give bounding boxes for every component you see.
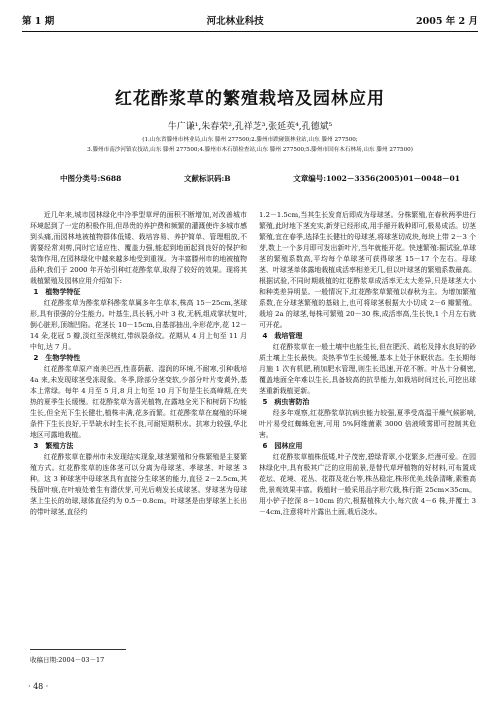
article-title: 红花酢浆草的繁殖栽培及园林应用 — [115, 89, 385, 109]
header-rule — [22, 31, 478, 32]
section-heading-botany: 1 植物学特征 — [33, 288, 81, 296]
running-header — [22, 10, 478, 30]
section-text-biology: 红花酢浆草原产南美巴西,性喜荫蔽、湿润的环境,不耐寒,引种栽培 4a 来,未发现球茎受冻现象。冬季,除部分茎变软,少部分叶片变黄外,基本上常绿。每年 4 月至 5 月,8 月上旬至 10 月下旬是生长高峰期,在夹热的夏季生长缓慢。红花酢浆草为喜光植物,在露地全光下和树荫下均能生长,但全光下生长健壮,植株丰满,花多而繁。红花酢浆草在腐殖的环境条件下生长良好,干旱缺水时生长不良,可耐短期积水。抗寒力较强,华北地区可露地栽植。 — [30, 365, 247, 439]
section-text-landscape: 红花酢浆草植株低矮,叶子茂密,碧绿青翠,小花繁多,烂漫可爱。在园林绿化中,具有极其广泛的应用前景,是替代草坪植物的好材料,可布置成花坛、花境、花丛、花群及花台等,株丛稳定,株形优美,线条清晰,素雅高贵,景观效果丰富。栽植时一般采用品字形穴栽,株行距 25cm×35cm。用小铲子挖深 8－10cm 的穴,根据植株大小,每穴放 4－6 株,并覆土 3－4cm,注意将叶片露出土面,栽后浇水。 — [259, 453, 476, 516]
section-text-pest-control: 经多年观察,红花酢浆草抗病虫能力较强,夏季受高温干燥气候影响,叶片易受红蜘蛛危害,可用 5%阿维菌素 3000 倍液喷雾即可控制其危害。 — [259, 409, 476, 439]
section-text-cultivation: 红花酢浆草在一般土壤中也能生长,但在肥沃、疏松及排水良好的砂质土壤上生长最快。炎热季节生长缓慢,基本上处于休眠状态。生长期每月施 1 次有机肥,稍加肥水管理,则生长迅速,开花不断。叶丛十分稠密,覆盖地面全年难以生长,具备较高的抗旱能力,如栽培时间过长,可挖出球茎重新栽植更新。 — [259, 343, 476, 395]
document-code: 文献标识码:B — [183, 174, 231, 183]
author-list: 牛广谦¹,朱春荣²,孔祥芝³,张延英⁴,孔德斌⁵ — [167, 122, 333, 132]
section-text-propagation-cont: 1.2－1.5cm,当其生长发育后即成为母球茎。分株繁殖,在春秋两季进行繁殖,此时地下茎充实,新芽已经形成,用手掰开栽种即可,极易成活。切茎繁殖,宜在春季,选择生长健壮的母球茎,将球茎切成块,每块上带 2－3 个芽,数上一个多月即可发出新叶片,当年就能开花。快速繁殖:掘试验,单球茎的繁殖系数高,平均每个单球茎可获得球茎 15－17 个左右。母球茎、叶球茎单体露地栽植成活率相差无几,但以叶球茎的繁殖系数最高。根据试验,不同时期栽植的红花酢浆草成活率无太大差异,只是球茎大小和种类差异明显。一般情况下,红花酢浆草繁殖以春秋为主。为增加繁殖系数,在分球茎繁殖的基础上,也可将球茎根据大小切成 2－6 瓣繁殖。栽培 2a 的球茎,每株可繁殖 20－30 株,成活率高,生长快,1 个月左右就可开花。 — [259, 211, 476, 329]
section-text-propagation: 红花酢浆草在滕州市未发现结实现象,球茎繁殖和分株繁殖是主要繁殖方式。红花酢浆草的连体茎可以分离为母球茎、孝球茎、叶球茎 3 种。这 3 种球茎中母球茎具有直接分生球茎的能力,直径 2－2.5cm,其残留叶痕,在叶痕处着生有潜伏芽,可光后萌发长成球茎。芽球茎为母球茎上生长的幼球,球体直径约为 0.5－0.8cm。叶球茎是由芽球茎上长出的带叶球茎,直径约 — [30, 453, 247, 516]
affiliation-line-2: 3.滕州市南沙河镇农技站,山东 滕州 277500;4.滕州市木石镇检查站,山东 滕州 277500;5.滕州市国有木石林场,山东 滕州 277500) — [87, 147, 413, 153]
page-number: · 48 · — [28, 682, 49, 691]
intro-paragraph: 近几年来,城市园林绿化中冷季型草坪的面积不断增加,对改善城市环境起到了一定的积极作用,但昂贵的养护费和频繁的灌溉使许多城市感到头痛,而园林地被植物群体低矮、栽培容易、养护简单、管理粗放,不需要经常刈剪,同时它适应性、覆盖力强,能起到地面起到良好的保护和装饰作用,在园林绿化中越来越多地受到重视。为丰富滕州市的地被植物品种,我们于 2000 年开始引种红花酢浆草,取得了较好的效果。现将其栽植繁殖及园林应用介绍如下: — [30, 211, 247, 285]
section-heading-biology: 2 生物学特性 — [33, 354, 81, 362]
right-column — [259, 210, 476, 518]
clc-number: 中图分类号:S688 — [60, 174, 122, 183]
left-column — [30, 210, 247, 518]
section-text-botany: 红花酢浆草为酢浆草科酢浆草属多年生草本,株高 15－25cm,茎球形,具有很强的分生能力。叶基生,具长柄,小叶 3 枚,无柄,组成掌状复叶,倒心脏形,顶端凹陷。花茎长 10－15cm,自基部抽出,伞形花序,花 12－14 朵,花冠 5 瓣,淡红至深桃红,带纵裂条纹。花期从 4 月上旬至 11 月中旬,达 7 月。 — [30, 299, 247, 351]
article-number: 文章编号:1002－3356(2005)01－0048－01 — [293, 174, 460, 183]
received-date-footnote: 收稿日期:2004－03－17 — [30, 656, 105, 664]
section-heading-pest-control: 5 病虫害防治 — [262, 398, 310, 406]
section-heading-propagation: 3 繁殖方法 — [33, 442, 74, 450]
issue-number: 第 1 期 — [22, 16, 55, 27]
affiliation-line-1: (1.山东省滕州市林业局,山东 滕州 277500;2.滕州市跌碰镇林业站,山东 滕州 277500; — [142, 137, 358, 143]
section-heading-landscape: 6 园林应用 — [262, 442, 303, 450]
publication-date: 2005 年 2 月 — [416, 16, 478, 27]
journal-name: 河北林业科技 — [206, 16, 264, 27]
footnote-rule — [30, 649, 126, 650]
section-heading-cultivation: 4 栽培管理 — [262, 332, 303, 340]
article-metadata — [60, 173, 460, 184]
